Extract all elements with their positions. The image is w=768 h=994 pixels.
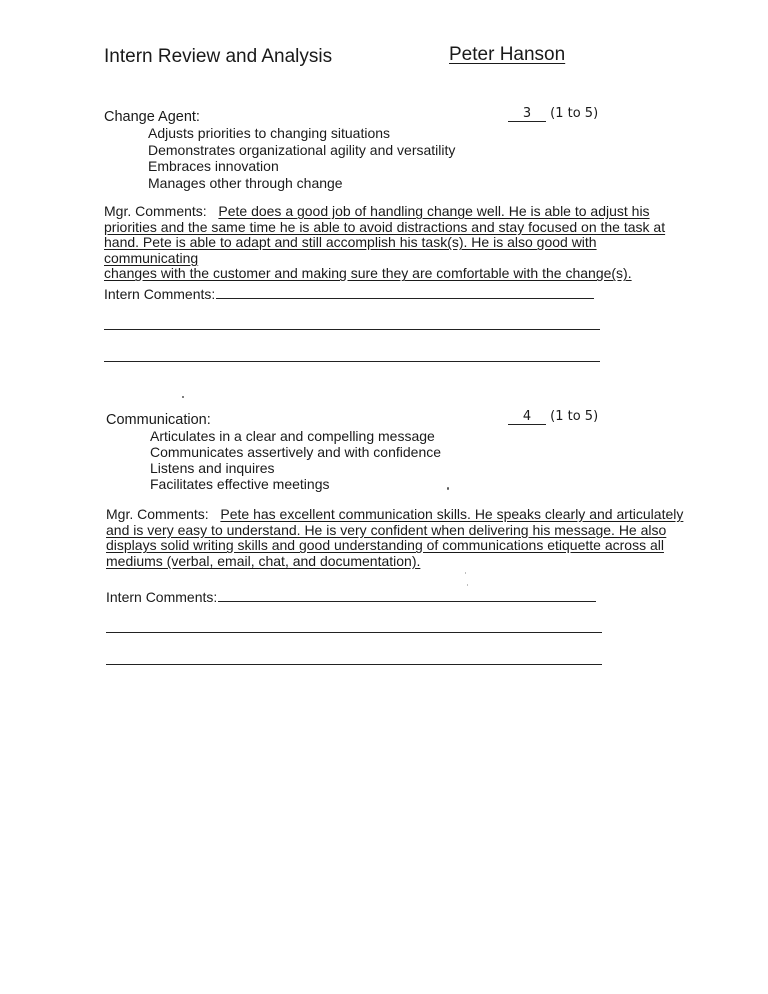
mgr-comments-label: Mgr. Comments:	[106, 506, 209, 522]
intern-comments-label: Intern Comments:	[104, 286, 216, 302]
manager-comments	[104, 204, 694, 282]
intern-comment-line	[104, 361, 600, 362]
section-heading: Communication:	[106, 412, 211, 428]
intern-comment-line	[104, 329, 600, 330]
mgr-comment-line: Pete does a good job of handling change well. He is able to adjust his	[218, 203, 650, 219]
criteria-item: Demonstrates organizational agility and versatility	[148, 141, 456, 158]
intern-comment-line	[216, 298, 594, 299]
rating-scale: (1 to 5)	[550, 106, 599, 121]
scan-speck	[467, 584, 468, 586]
intern-comment-line	[106, 632, 602, 633]
rating	[508, 106, 598, 122]
criteria-item: Facilitates effective meetings	[150, 476, 330, 492]
rating	[508, 409, 598, 425]
criteria-item: Manages other through change	[148, 174, 343, 191]
criteria-item: Articulates in a clear and compelling message	[150, 428, 435, 444]
scan-speck	[447, 487, 449, 490]
rating-value: 4	[508, 410, 546, 425]
criteria-item: Listens and inquires	[150, 460, 275, 476]
mgr-comment-line: hand. Pete is able to adapt and still accomplish his task(s). He is also good with communicating	[104, 234, 597, 266]
mgr-comments-label: Mgr. Comments:	[104, 203, 207, 219]
intern-comment-line	[106, 664, 602, 665]
intern-comment-line	[218, 601, 596, 602]
mgr-comment-line: and is very easy to understand. He is very confident when delivering his message. He also	[106, 521, 667, 538]
scan-speck	[465, 572, 466, 574]
mgr-comment-line: mediums (verbal, email, chat, and documentation).	[106, 552, 421, 569]
criteria-item: Adjusts priorities to changing situations	[148, 125, 391, 141]
rating-value: 3	[508, 107, 546, 122]
manager-comments	[106, 507, 696, 569]
criteria-item: Communicates assertively and with confidence	[150, 444, 442, 460]
rating-scale: (1 to 5)	[550, 409, 599, 424]
scan-speck	[182, 396, 184, 398]
mgr-comment-line: displays solid writing skills and good understanding of communications etiquette across all	[106, 537, 664, 554]
section-heading: Change Agent:	[104, 109, 200, 125]
mgr-comment-line: priorities and the same time he is able to avoid distractions and stay focused on the task at	[104, 218, 666, 235]
intern-comments-label: Intern Comments:	[106, 589, 218, 605]
mgr-comment-line: Pete has excellent communication skills. He speaks clearly and articulately	[220, 506, 684, 522]
mgr-comment-line: changes with the customer and making sure they are comfortable with the change(s).	[104, 265, 632, 282]
criteria-item: Embraces innovation	[148, 158, 279, 174]
document-title: Intern Review and Analysis	[104, 46, 333, 67]
employee-name: Peter Hanson	[449, 44, 566, 65]
